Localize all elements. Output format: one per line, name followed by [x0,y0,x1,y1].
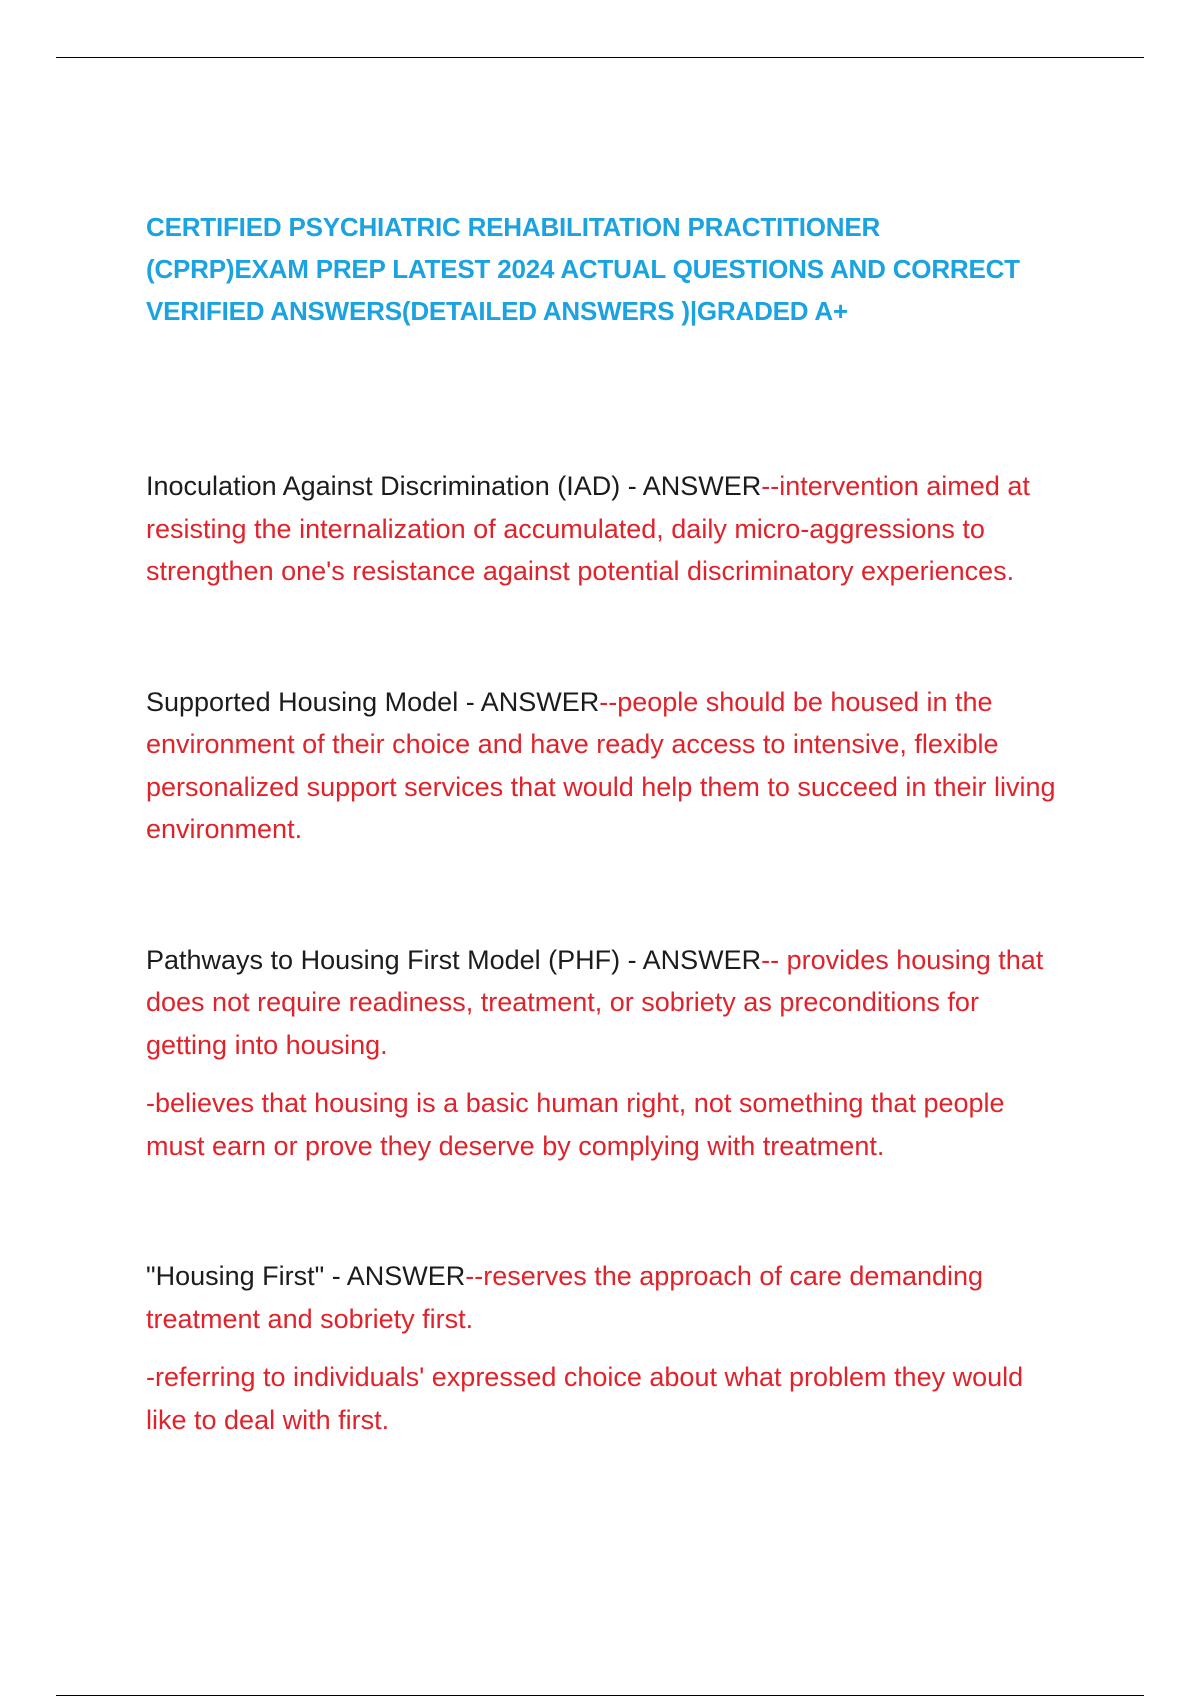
qa-definition: --people should be housed in the environment of their choice and have ready access to intensive, flexible personalized support services that would help them to succeed in their living environment. [146,686,1056,844]
qa-answer-paragraph [146,465,1056,593]
title-line-3: VERIFIED ANSWERS(DETAILED ANSWERS )|GRADED A+ [146,296,848,326]
answer-separator: - ANSWER [324,1261,466,1291]
qa-definition: -- provides housing that does not require readiness, treatment, or sobriety as preconditions for getting into housing. [146,944,1044,1060]
qa-answer-paragraph [146,681,1056,851]
title-line-2: (CPRP)EXAM PREP LATEST 2024 ACTUAL QUESTIONS AND CORRECT [146,254,1020,284]
qa-entry-housing-first [146,1255,1056,1441]
qa-answer-paragraph [146,939,1056,1067]
qa-entry-iad [146,465,1056,593]
qa-note: -believes that housing is a basic human right, not something that people must earn or prove they deserve by complying with treatment. [146,1088,1005,1161]
title-line-1: CERTIFIED PSYCHIATRIC REHABILITATION PRACTITIONER [146,212,881,242]
answer-separator: - ANSWER [620,944,762,975]
qa-term: Pathways to Housing First Model (PHF) [146,944,621,975]
qa-definition: --reserves the approach of care demanding treatment and sobriety first. [146,1261,984,1334]
document-body [146,206,1056,1529]
qa-answer-paragraph [146,1255,1056,1340]
qa-definition: --intervention aimed at resisting the internalization of accumulated, daily micro-aggressions to strengthen one's resistance against potential discriminatory experiences. [146,471,1030,586]
qa-term: Inoculation Against Discrimination (IAD) [146,471,621,501]
qa-note: -referring to individuals' expressed choice about what problem they would like to deal with first. [146,1362,1024,1435]
top-rule [56,57,1144,58]
qa-term: "Housing First" [146,1261,325,1291]
bottom-rule [56,1695,1144,1696]
qa-entry-phf [146,939,1056,1168]
qa-entry-supported-housing [146,681,1056,851]
qa-term: Supported Housing Model [146,686,459,717]
answer-separator: - ANSWER [620,471,762,501]
answer-separator: - ANSWER [458,686,600,717]
qa-list [146,465,1056,1441]
document-title [146,206,1056,332]
